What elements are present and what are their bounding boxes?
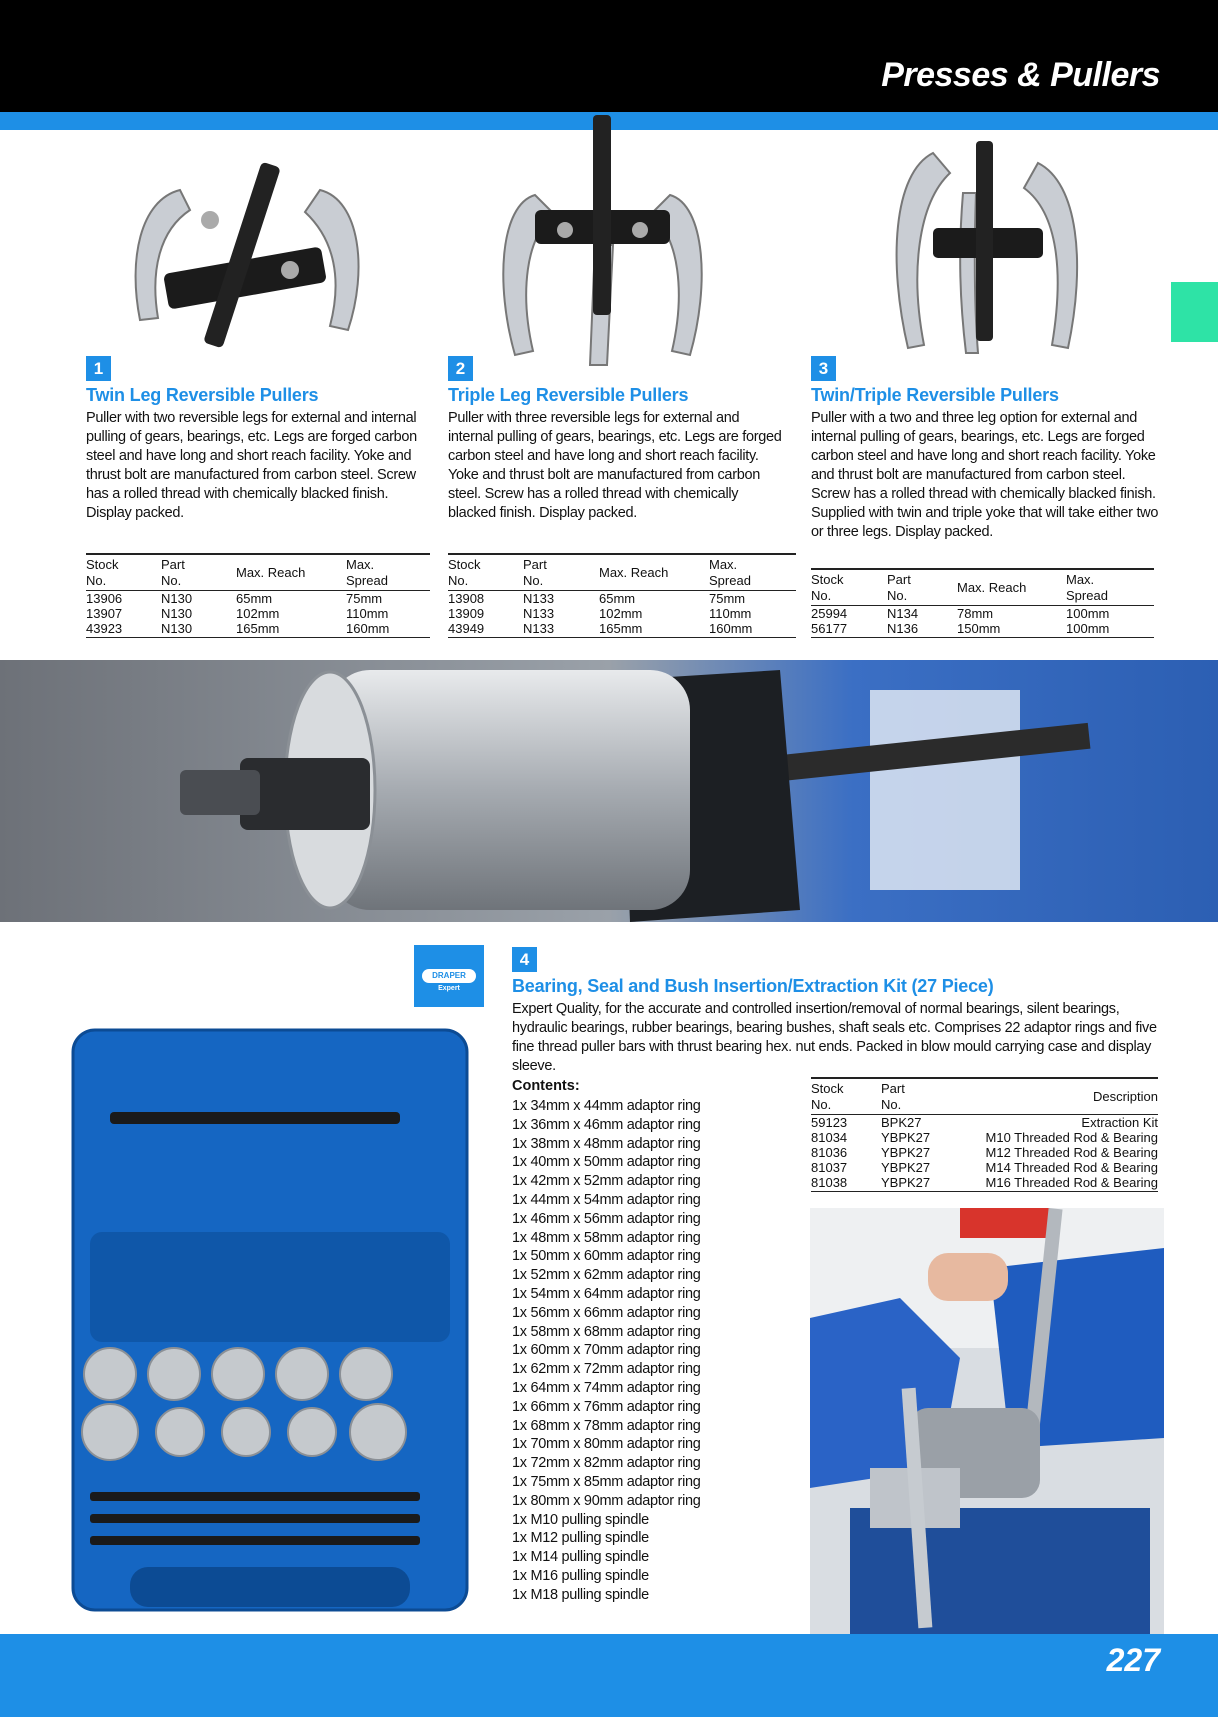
product-title: Twin/Triple Reversible Pullers bbox=[811, 385, 1059, 405]
workshop-banner-photo bbox=[0, 660, 1218, 922]
table-row: 25994 N134 78mm 100mm bbox=[811, 606, 1110, 621]
list-item: 1x 56mm x 66mm adaptor ring bbox=[512, 1304, 701, 1321]
column-header-stock: Stock No. bbox=[448, 554, 523, 591]
section-tab bbox=[1171, 282, 1218, 342]
list-item: 1x 68mm x 78mm adaptor ring bbox=[512, 1417, 701, 1434]
list-item: 1x M14 pulling spindle bbox=[512, 1549, 649, 1566]
kit-in-use-photo bbox=[810, 1208, 1164, 1634]
table-row: 56177 N136 150mm 100mm bbox=[811, 621, 1154, 638]
column-header-part: Part No. bbox=[887, 569, 957, 606]
list-item: 1x 52mm x 62mm adaptor ring bbox=[512, 1267, 701, 1284]
list-item: 1x 48mm x 58mm adaptor ring bbox=[512, 1229, 701, 1246]
twin-triple-puller-photo bbox=[878, 133, 1088, 368]
kit-case-photo bbox=[70, 1022, 470, 1617]
product-title: Triple Leg Reversible Pullers bbox=[448, 385, 689, 405]
list-item: 1x 72mm x 82mm adaptor ring bbox=[512, 1455, 701, 1472]
list-item: 1x 58mm x 68mm adaptor ring bbox=[512, 1323, 701, 1340]
spec-table bbox=[448, 553, 796, 638]
list-item: 1x 60mm x 70mm adaptor ring bbox=[512, 1342, 701, 1359]
triple-leg-puller-photo bbox=[495, 115, 710, 380]
column-header-reach: Max. Reach bbox=[599, 554, 709, 591]
table-row: 81037 YBPK27 M14 Threaded Rod & Bearing bbox=[811, 1160, 1158, 1175]
product-number-badge: 1 bbox=[86, 356, 111, 381]
page-title: Presses & Pullers bbox=[881, 56, 1160, 94]
list-item: 1x 54mm x 64mm adaptor ring bbox=[512, 1285, 701, 1302]
column-header-reach: Max. Reach bbox=[957, 569, 1066, 606]
column-header-stock: Stock No. bbox=[811, 1078, 881, 1115]
product-title: Bearing, Seal and Bush Insertion/Extraction Kit (27 Piece) bbox=[512, 976, 994, 996]
contents-list bbox=[512, 1097, 701, 1605]
table-row: 81034 YBPK27 M10 Threaded Rod & Bearing bbox=[811, 1130, 1158, 1145]
column-header-spread: Max. Spread bbox=[709, 554, 796, 591]
product-description: Puller with three reversible legs for external and internal pulling of gears, bearings, etc. Legs are forged carbon steel and have long and short reach facility. Yoke and thrust bolt are manufactured from carbon steel. Screw has a rolled thread with chemically blacked finish. Display packed. bbox=[448, 410, 782, 521]
table-row: 13906 N130 65mm 75mm bbox=[86, 591, 383, 606]
column-header-stock: Stock No. bbox=[86, 554, 161, 591]
list-item: 1x 62mm x 72mm adaptor ring bbox=[512, 1361, 701, 1378]
table-row: 59123 BPK27 Extraction Kit bbox=[811, 1115, 1158, 1130]
table-row: 13909 N133 102mm 110mm bbox=[448, 606, 752, 621]
table-row: 81036 YBPK27 M12 Threaded Rod & Bearing bbox=[811, 1145, 1158, 1160]
page-footer bbox=[0, 1634, 1218, 1717]
list-item: 1x M16 pulling spindle bbox=[512, 1567, 649, 1584]
column-header-stock: Stock No. bbox=[811, 569, 887, 606]
product-number-badge: 3 bbox=[811, 356, 836, 381]
list-item: 1x 50mm x 60mm adaptor ring bbox=[512, 1248, 701, 1265]
column-header-part: Part No. bbox=[161, 554, 236, 591]
spec-table bbox=[811, 568, 1154, 638]
table-row: 43949 N133 165mm 160mm bbox=[448, 621, 796, 638]
list-item: 1x M10 pulling spindle bbox=[512, 1511, 649, 1528]
list-item: 1x 64mm x 74mm adaptor ring bbox=[512, 1379, 701, 1396]
list-item: 1x 38mm x 48mm adaptor ring bbox=[512, 1135, 701, 1152]
contents-label: Contents: bbox=[512, 1078, 580, 1094]
list-item: 1x 70mm x 80mm adaptor ring bbox=[512, 1436, 701, 1453]
product-number-badge: 2 bbox=[448, 356, 473, 381]
list-item: 1x 36mm x 46mm adaptor ring bbox=[512, 1116, 701, 1133]
list-item: 1x 66mm x 76mm adaptor ring bbox=[512, 1398, 701, 1415]
list-item: 1x 75mm x 85mm adaptor ring bbox=[512, 1473, 701, 1490]
table-row: 43923 N130 165mm 160mm bbox=[86, 621, 430, 638]
column-header-part: Part No. bbox=[881, 1078, 973, 1115]
list-item: 1x M18 pulling spindle bbox=[512, 1586, 649, 1603]
draper-expert-logo: DRAPER Expert bbox=[414, 945, 484, 1007]
list-item: 1x 44mm x 54mm adaptor ring bbox=[512, 1191, 701, 1208]
product-title: Twin Leg Reversible Pullers bbox=[86, 385, 319, 405]
table-row: 81038 YBPK27 M16 Threaded Rod & Bearing bbox=[811, 1175, 1158, 1190]
list-item: 1x 34mm x 44mm adaptor ring bbox=[512, 1098, 701, 1114]
list-item: 1x 42mm x 52mm adaptor ring bbox=[512, 1173, 701, 1190]
column-header-description: Description bbox=[973, 1078, 1158, 1115]
product-number-badge: 4 bbox=[512, 947, 537, 972]
product-description: Puller with two reversible legs for external and internal pulling of gears, bearings, etc. Legs are forged carbon steel and have long and short reach facility. Yoke and thrust bolt are manufactured from carbon steel. Screw has a rolled thread with chemically blacked finish. Display packed. bbox=[86, 410, 417, 521]
list-item: 1x 46mm x 56mm adaptor ring bbox=[512, 1210, 701, 1227]
product-description: Puller with a two and three leg option for external and internal pulling of gears, bearings, etc. Legs are forged carbon steel and have long and short reach facility. Yoke and thrust bolt are manufactured from carbon steel. Screw has a rolled thread with chemically blacked finish. Supplied with twin and triple yoke that will take either two or three legs. Display packed. bbox=[811, 410, 1159, 540]
column-header-spread: Max. Spread bbox=[346, 554, 430, 591]
table-row: 13907 N130 102mm 110mm bbox=[86, 606, 389, 621]
column-header-reach: Max. Reach bbox=[236, 554, 346, 591]
list-item: 1x 40mm x 50mm adaptor ring bbox=[512, 1154, 701, 1171]
list-item: 1x 80mm x 90mm adaptor ring bbox=[512, 1492, 701, 1509]
list-item: 1x M12 pulling spindle bbox=[512, 1530, 649, 1547]
table-row: 13908 N133 65mm 75mm bbox=[448, 591, 746, 606]
spec-table bbox=[86, 553, 430, 638]
page-number: 227 bbox=[1106, 1642, 1160, 1678]
spec-table bbox=[811, 1077, 1158, 1192]
column-header-part: Part No. bbox=[523, 554, 599, 591]
column-header-spread: Max. Spread bbox=[1066, 569, 1154, 606]
product-description: Expert Quality, for the accurate and controlled insertion/removal of normal bearings, silent bearings, hydraulic bearings, rubber bearings, bearing bushes, shaft seals etc. Comprises 22 adaptor rings and five fine thread puller bars with thrust bearing hex. nut ends. Packed in blow mould carrying case and display sleeve. bbox=[512, 1001, 1157, 1074]
twin-leg-puller-photo bbox=[120, 150, 370, 380]
